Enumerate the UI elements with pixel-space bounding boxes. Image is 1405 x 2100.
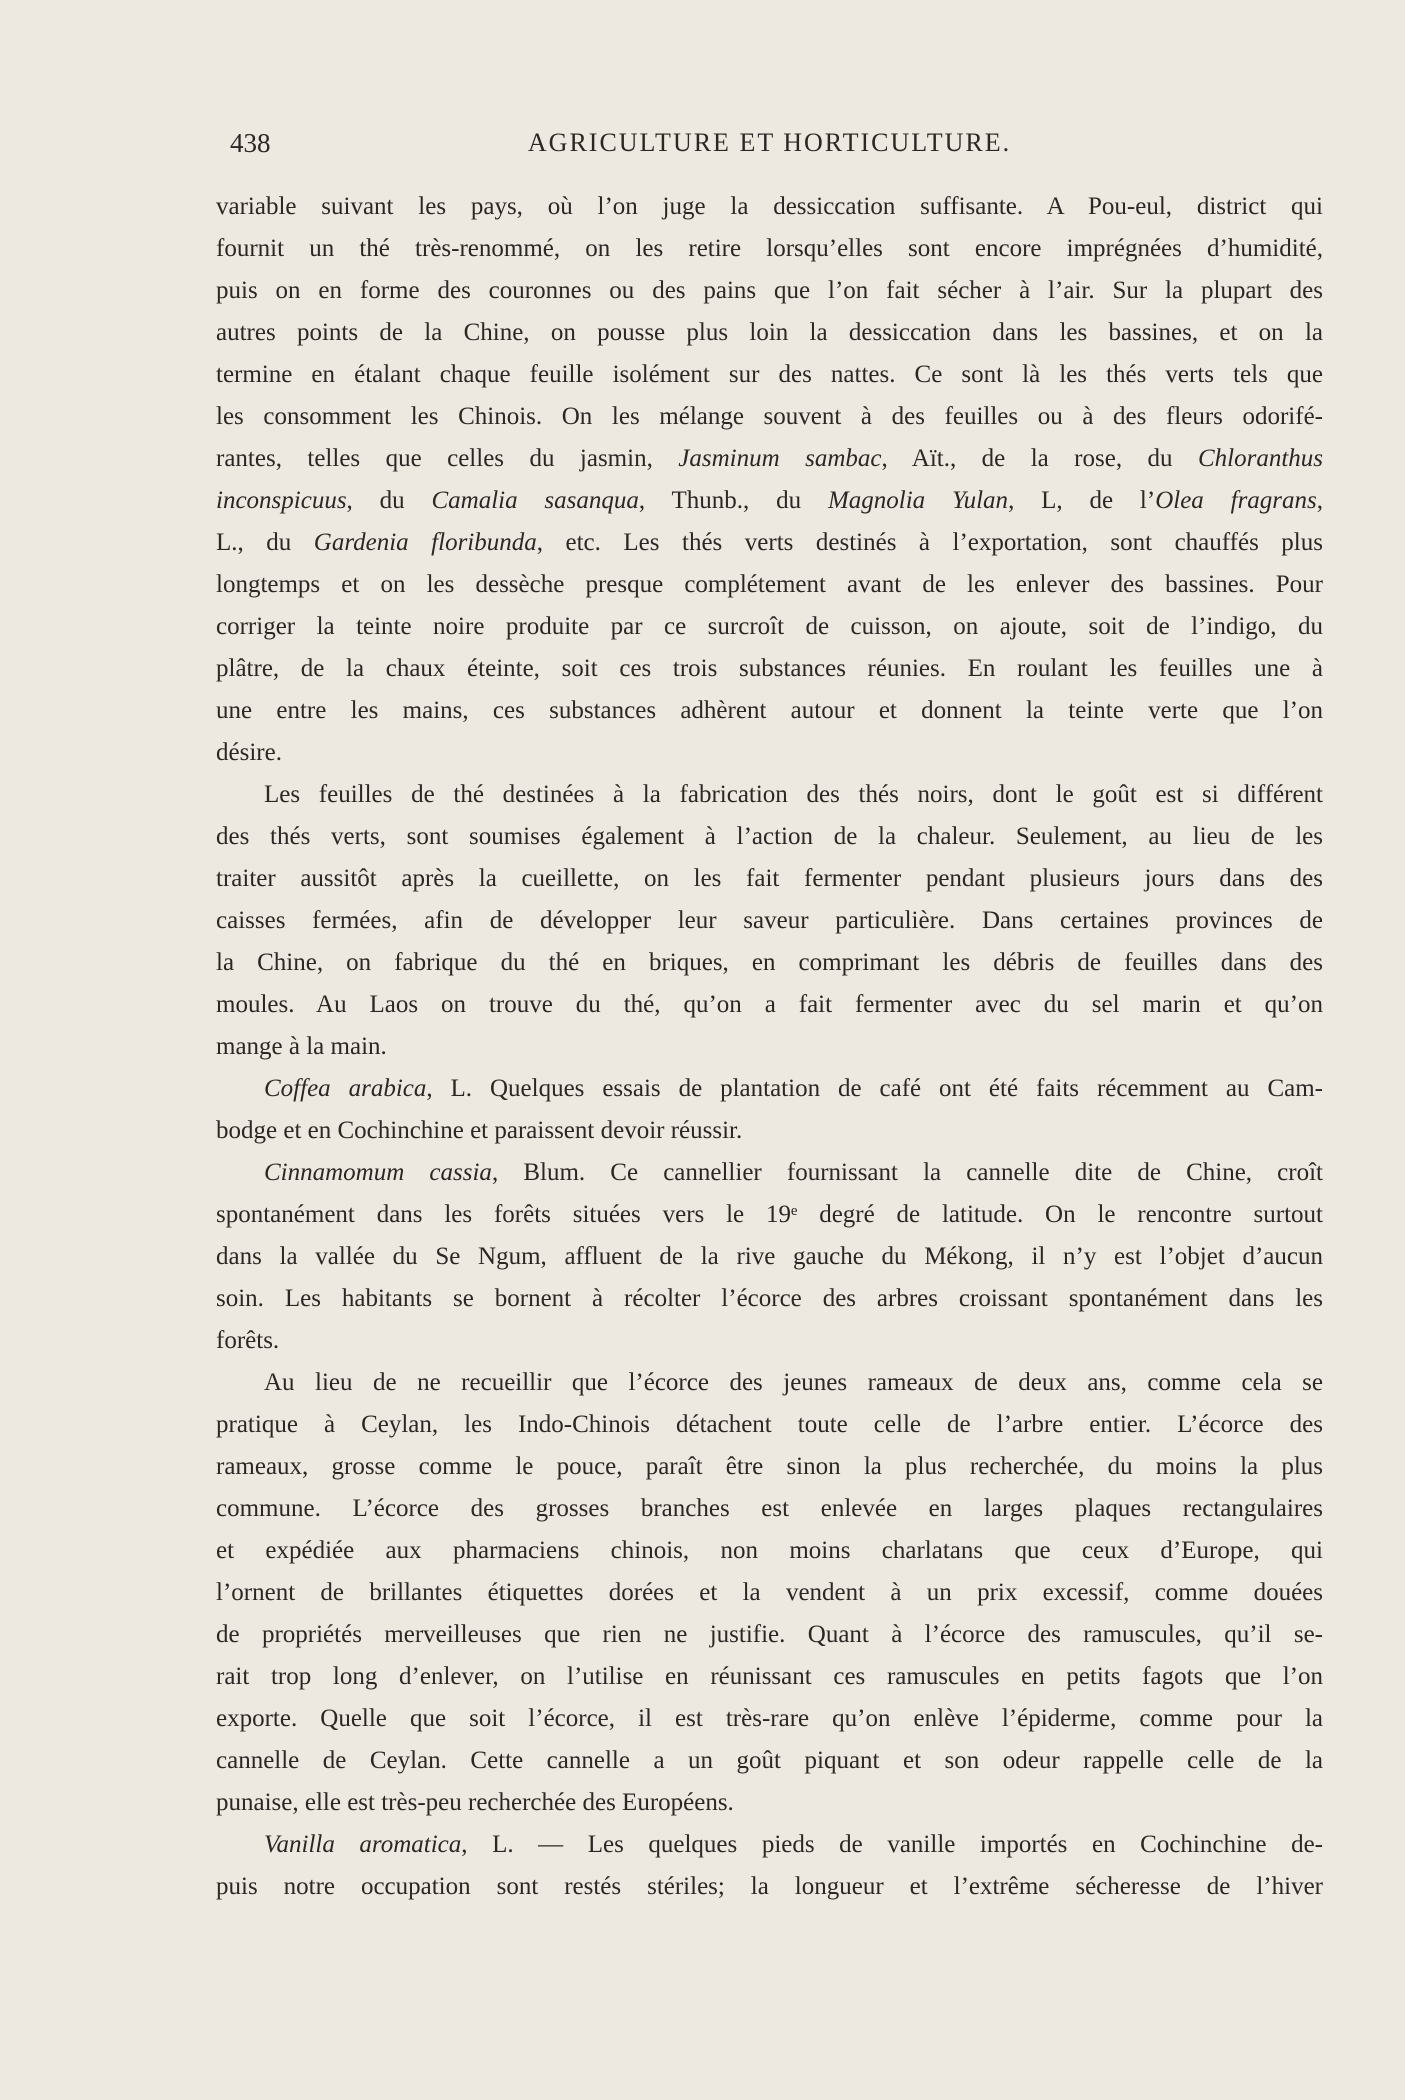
text-line <box>216 1656 1323 1698</box>
text-segment: , L. Quelques essais de plantation de café ont été faits récemment au Cam- <box>426 1075 1323 1102</box>
text-line <box>216 606 1323 648</box>
text-segment: corriger la teinte noire produite par ce surcroît de cuisson, on ajoute, soit de l’indigo, du <box>216 613 1323 640</box>
text-segment: traiter aussitôt après la cueillette, on les fait fermenter pendant plusieurs jours dans des <box>216 865 1323 892</box>
text-line <box>216 732 1323 774</box>
text-segment: rait trop long d’enlever, on l’utilise en réunissant ces ramuscules en petits fagots que l’on <box>216 1663 1323 1690</box>
text-segment: désire. <box>216 739 282 766</box>
text-segment: et expédiée aux pharmaciens chinois, non moins charlatans que ceux d’Europe, qui <box>216 1537 1323 1564</box>
text-line <box>216 1740 1323 1782</box>
text-line <box>216 1068 1323 1110</box>
text-segment: , Blum. Ce cannellier fournissant la cannelle dite de Chine, croît <box>491 1159 1323 1186</box>
paragraph <box>216 1824 1323 1908</box>
text-line <box>216 1530 1323 1572</box>
text-segment: mange à la main. <box>216 1033 387 1060</box>
paragraph <box>216 1362 1323 1824</box>
italic-species-name: Olea fragrans <box>1155 487 1317 514</box>
text-line <box>216 438 1323 480</box>
text-segment: l’ornent de brillantes étiquettes dorées et la vendent à un prix excessif, comme douées <box>216 1579 1323 1606</box>
italic-species-name: inconspicuus <box>216 487 347 514</box>
text-line <box>216 522 1323 564</box>
text-segment: une entre les mains, ces substances adhèrent autour et donnent la teinte verte que l’on <box>216 697 1323 724</box>
text-segment: forêts. <box>216 1327 280 1354</box>
text-line <box>216 1236 1323 1278</box>
text-line <box>216 186 1323 228</box>
text-segment: commune. L’écorce des grosses branches est enlevée en larges plaques rectangulaires <box>216 1495 1323 1522</box>
text-line <box>216 1404 1323 1446</box>
text-line <box>216 396 1323 438</box>
text-segment: punaise, elle est très-peu recherchée des Européens. <box>216 1789 734 1816</box>
text-line <box>216 1572 1323 1614</box>
text-segment: , <box>1316 487 1323 514</box>
paragraph <box>216 774 1323 1068</box>
text-line <box>216 564 1323 606</box>
text-segment: plâtre, de la chaux éteinte, soit ces trois substances réunies. En roulant les feuilles une à <box>216 655 1323 682</box>
text-segment: , etc. Les thés verts destinés à l’exportation, sont chauffés plus <box>536 529 1323 556</box>
text-segment: la Chine, on fabrique du thé en briques, en comprimant les débris de feuilles dans des <box>216 949 1323 976</box>
text-segment: , Thunb., du <box>638 487 828 514</box>
text-line <box>216 312 1323 354</box>
text-segment: termine en étalant chaque feuille isolément sur des nattes. Ce sont là les thés verts tels que <box>216 361 1323 388</box>
text-line <box>216 1782 1323 1824</box>
text-line <box>216 984 1323 1026</box>
text-line <box>216 480 1323 522</box>
text-segment: des thés verts, sont soumises également à l’action de la chaleur. Seulement, au lieu de les <box>216 823 1323 850</box>
paragraph <box>216 186 1323 774</box>
text-segment: moules. Au Laos on trouve du thé, qu’on a fait fermenter avec du sel marin et qu’on <box>216 991 1323 1018</box>
paragraph <box>216 1068 1323 1152</box>
text-line <box>216 942 1323 984</box>
text-segment: rameaux, grosse comme le pouce, paraît être sinon la plus recherchée, du moins la plus <box>216 1453 1323 1480</box>
text-segment: de propriétés merveilleuses que rien ne justifie. Quant à l’écorce des ramuscules, qu’il se- <box>216 1621 1323 1648</box>
text-line <box>216 648 1323 690</box>
text-line <box>216 1446 1323 1488</box>
text-line <box>216 1278 1323 1320</box>
italic-species-name: Jasminum sambac <box>678 445 882 472</box>
body-text <box>216 186 1323 1908</box>
text-line <box>216 1488 1323 1530</box>
text-line <box>216 1110 1323 1152</box>
text-line <box>216 270 1323 312</box>
italic-species-name: Magnolia Yulan <box>827 487 1009 514</box>
text-line <box>216 1866 1323 1908</box>
text-segment: puis notre occupation sont restés stériles; la longueur et l’extrême sécheresse de l’hiver <box>216 1873 1323 1900</box>
page-number: 438 <box>230 128 271 158</box>
text-segment: , Aït., de la rose, du <box>881 445 1198 472</box>
text-line <box>216 1194 1323 1236</box>
text-line <box>216 1698 1323 1740</box>
running-header <box>216 128 1323 168</box>
text-segment: autres points de la Chine, on pousse plus loin la dessiccation dans les bassines, et on la <box>216 319 1323 346</box>
text-segment: pratique à Ceylan, les Indo-Chinois détachent toute celle de l’arbre entier. L’écorce des <box>216 1411 1323 1438</box>
text-segment: Les feuilles de thé destinées à la fabrication des thés noirs, dont le goût est si différent <box>264 781 1323 808</box>
italic-species-name: Cinnamomum cassia <box>264 1159 492 1186</box>
text-segment: L., du <box>216 529 314 556</box>
text-segment: les consomment les Chinois. On les mélange souvent à des feuilles ou à des fleurs odorifé- <box>216 403 1323 430</box>
text-segment: puis on en forme des couronnes ou des pains que l’on fait sécher à l’air. Sur la plupart des <box>216 277 1323 304</box>
text-line <box>216 1614 1323 1656</box>
text-segment: , L, de l’ <box>1008 487 1156 514</box>
text-segment: cannelle de Ceylan. Cette cannelle a un goût piquant et son odeur rappelle celle de la <box>216 1747 1323 1774</box>
text-segment: caisses fermées, afin de développer leur saveur particulière. Dans certaines provinces de <box>216 907 1323 934</box>
text-line <box>216 774 1323 816</box>
text-line <box>216 858 1323 900</box>
text-segment: fournit un thé très-renommé, on les retire lorsqu’elles sont encore imprégnées d’humidité, <box>216 235 1323 262</box>
text-line <box>216 900 1323 942</box>
text-line <box>216 228 1323 270</box>
text-line <box>216 690 1323 732</box>
text-segment: Au lieu de ne recueillir que l’écorce des jeunes rameaux de deux ans, comme cela se <box>264 1369 1323 1396</box>
text-segment: variable suivant les pays, où l’on juge la dessiccation suffisante. A Pou-eul, district qui <box>216 193 1323 220</box>
text-line <box>216 1362 1323 1404</box>
text-line <box>216 1026 1323 1068</box>
italic-species-name: Vanilla aromatica <box>264 1831 462 1858</box>
text-line <box>216 354 1323 396</box>
text-segment: exporte. Quelle que soit l’écorce, il est très-rare qu’on enlève l’épiderme, comme pour la <box>216 1705 1323 1732</box>
text-line <box>216 1320 1323 1362</box>
text-segment: dans la vallée du Se Ngum, affluent de la rive gauche du Mékong, il n’y est l’objet d’aucun <box>216 1243 1323 1270</box>
text-segment: longtemps et on les dessèche presque complétement avant de les enlever des bassines. Pour <box>216 571 1323 598</box>
text-segment: bodge et en Cochinchine et paraissent devoir réussir. <box>216 1117 743 1144</box>
italic-species-name: Gardenia floribunda <box>313 529 537 556</box>
italic-species-name: Chloranthus <box>1197 445 1323 472</box>
paragraph <box>216 1152 1323 1362</box>
text-line <box>216 1824 1323 1866</box>
text-segment: , L. — Les quelques pieds de vanille importés en Cochinchine de- <box>461 1831 1323 1858</box>
text-line <box>216 816 1323 858</box>
text-line <box>216 1152 1323 1194</box>
italic-species-name: Camalia sasanqua <box>431 487 639 514</box>
text-segment: soin. Les habitants se bornent à récolter l’écorce des arbres croissant spontanément dans les <box>216 1285 1323 1312</box>
running-title: AGRICULTURE ET HORTICULTURE. <box>527 128 1012 157</box>
italic-species-name: Coffea arabica <box>264 1075 427 1102</box>
text-segment: rantes, telles que celles du jasmin, <box>216 445 679 472</box>
text-segment: , du <box>346 487 432 514</box>
text-segment: spontanément dans les forêts situées vers le 19ᵉ degré de latitude. On le rencontre surtout <box>216 1201 1323 1228</box>
